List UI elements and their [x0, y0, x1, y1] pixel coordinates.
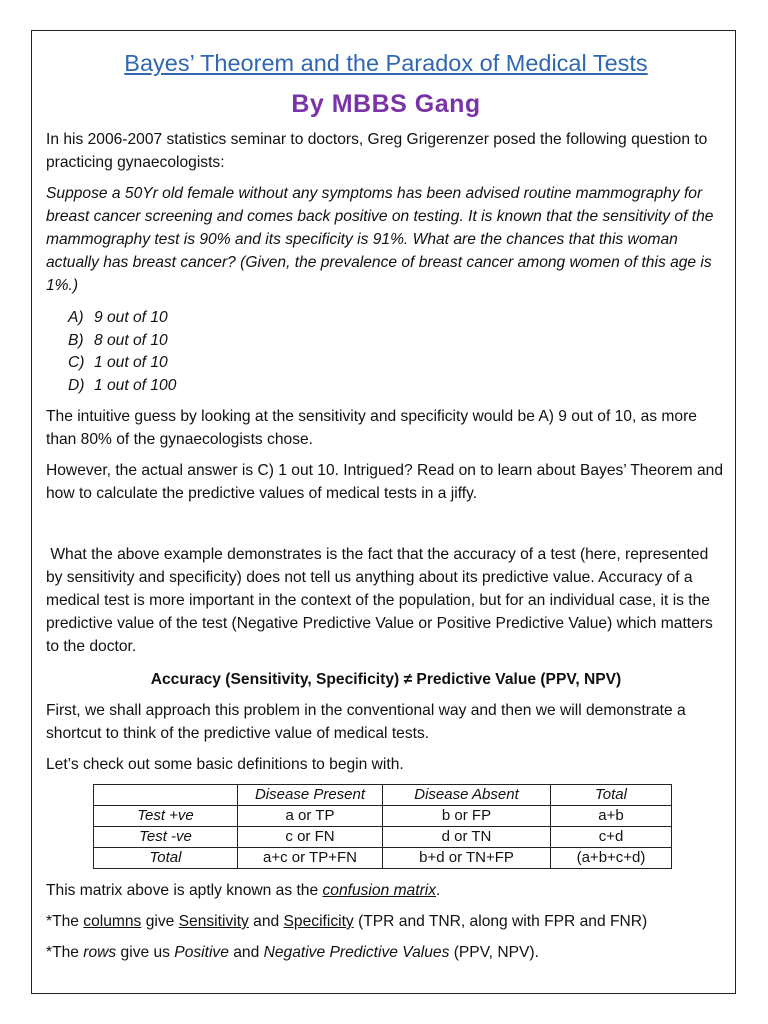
option-item: C) 1 out of 10 [68, 354, 168, 371]
guess-paragraph: The intuitive guess by looking at the sensitivity and specificity would be A) 9 out of 10, as more than 80% of the gynaecologists chose. [46, 408, 697, 448]
answer-options [68, 307, 726, 397]
table-cell: b or FP [383, 806, 551, 827]
table-row [94, 848, 672, 869]
author-byline: By MBBS Gang [291, 90, 481, 118]
definitions-paragraph: Let’s check out some basic definitions to begin with. [46, 756, 404, 773]
table-cell [94, 785, 238, 806]
demo-paragraph: What the above example demonstrates is the fact that the accuracy of a test (here, represented by sensitivity and specificity) does not tell us anything about its predictive value. Accuracy of a medical test is more important in the context of the population, but for an individual case, it is the predictive value of the test (Negative Predictive Value or Positive Predictive Value) which matters to the doctor. [46, 546, 718, 655]
accuracy-heading: Accuracy (Sensitivity, Specificity) ≠ Predictive Value (PPV, NPV) [150, 671, 622, 688]
table-row [94, 806, 672, 827]
document-title: Bayes’ Theorem and the Paradox of Medical Tests [124, 50, 648, 76]
rows-note: *The rows give us Positive and Negative Predictive Values (PPV, NPV). [46, 944, 539, 961]
table-cell: (a+b+c+d) [551, 848, 672, 869]
intro-paragraph: In his 2006-2007 statistics seminar to doctors, Greg Grigerenzer posed the following question to practicing gynaecologists: [46, 131, 708, 171]
table-cell: c or FN [238, 827, 383, 848]
table-header-row [94, 785, 672, 806]
answer-paragraph: However, the actual answer is C) 1 out 10. Intrigued? Read on to learn about Bayes’ Theorem and how to calculate the predictive values of medical tests in a jiffy. [46, 462, 723, 502]
table-row [94, 827, 672, 848]
table-cell: Total [551, 785, 672, 806]
table-cell: Total [94, 848, 238, 869]
table-cell: a or TP [238, 806, 383, 827]
table-cell: Disease Present [238, 785, 383, 806]
option-item: B) 8 out of 10 [68, 331, 168, 349]
table-cell: d or TN [383, 827, 551, 848]
table-cell: a+b [551, 806, 672, 827]
table-cell: Disease Absent [383, 785, 551, 806]
option-item: D) 1 out of 100 [68, 376, 177, 394]
document-body [46, 44, 726, 972]
table-cell: c+d [551, 827, 672, 848]
table-cell: Test +ve [94, 806, 238, 827]
first-paragraph: First, we shall approach this problem in the conventional way and then we will demonstrate a shortcut to think of the predictive value of medical tests. [46, 702, 686, 742]
confusion-matrix-table [93, 784, 672, 869]
columns-note: *The columns give Sensitivity and Specificity (TPR and TNR, along with FPR and FNR) [46, 913, 648, 930]
table-cell: Test -ve [94, 827, 238, 848]
option-item: A) 9 out of 10 [68, 309, 168, 326]
table-cell: b+d or TN+FP [383, 848, 551, 869]
question-paragraph: Suppose a 50Yr old female without any symptoms has been advised routine mammography for breast cancer screening and comes back positive on testing. It is known that the sensitivity of the mammography test is 90% and its specificity is 91%. What are the chances that this woman actually has breast cancer? (Given, the prevalence of breast cancer among women of this age is 1%.) [46, 185, 714, 294]
confusion-matrix-term: confusion matrix [322, 882, 437, 899]
matrix-note: This matrix above is aptly known as the confusion matrix. [46, 882, 441, 899]
table-cell: a+c or TP+FN [238, 848, 383, 869]
